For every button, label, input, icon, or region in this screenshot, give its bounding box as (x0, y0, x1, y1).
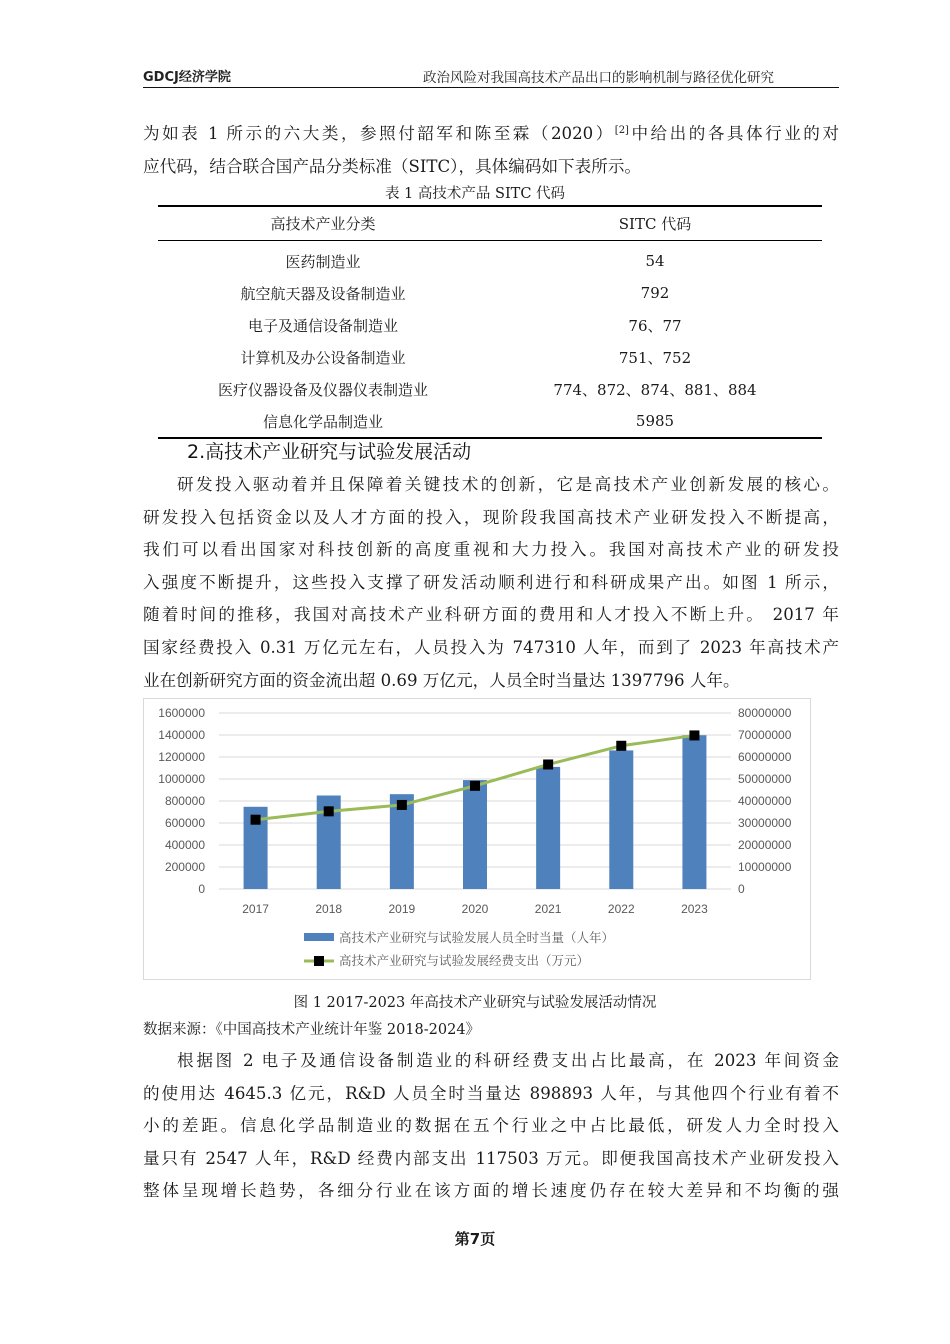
y-right-tick-label: 10000000 (738, 860, 792, 874)
table-cell-category: 航空航天器及设备制造业 (240, 284, 406, 303)
table-row (158, 277, 822, 309)
bar (536, 767, 560, 889)
y-right-tick-label: 70000000 (738, 728, 792, 742)
x-tick-label: 2023 (681, 902, 708, 916)
para1-line: 业在创新研究方面的资金流出超 0.69 万亿元，人员全时当量达 1397796 人年。 (143, 670, 740, 690)
line-marker (543, 759, 553, 769)
table-cell-code: 76、77 (628, 316, 682, 335)
figure-caption: 图 1 2017-2023 年高技术产业研究与试验发展活动情况 (293, 995, 657, 1011)
legend-marker (314, 956, 324, 966)
y-left-tick-label: 0 (198, 882, 205, 896)
table-cell-category: 医疗仪器设备及仪器仪表制造业 (217, 380, 428, 399)
body-paragraph-2 (143, 1045, 839, 1208)
x-tick-label: 2017 (242, 902, 269, 916)
table-caption: 表 1 高技术产品 SITC 代码 (384, 186, 566, 202)
y-left-tick-label: 600000 (164, 816, 205, 830)
table-cell-category: 信息化学品制造业 (158, 405, 488, 438)
table-header-sitc: SITC 代码 (488, 206, 822, 241)
line-marker (616, 741, 626, 751)
line-marker (251, 815, 261, 825)
para2-line: 量只有 2547 人年，R&D 经费内部支出 117503 万元。即便我国高技术产业研发投入 (143, 1148, 839, 1168)
line-marker (324, 806, 334, 816)
y-left-tick-label: 400000 (164, 838, 205, 852)
table-cell-category: 计算机及办公设备制造业 (240, 348, 406, 367)
y-right-tick-label: 80000000 (738, 706, 792, 720)
x-tick-label: 2018 (315, 902, 343, 916)
intro-line-2: 应代码，结合联合国产品分类标准（SITC），具体编码如下表所示。 (143, 156, 642, 176)
table-cell-code: 5985 (488, 405, 822, 438)
para1-line: 研发投入包括资金以及人才方面的投入，现阶段我国高技术产业研发投入不断提高， (143, 507, 839, 527)
data-source: 数据来源：《中国高技术产业统计年鉴 2018-2024》 (143, 1022, 481, 1038)
table-row (158, 341, 822, 373)
y-right-tick-label: 60000000 (738, 750, 792, 764)
table-cell-code: 792 (640, 284, 670, 302)
table-cell-category: 电子及通信设备制造业 (247, 316, 398, 335)
header-left-title: GDCJ经济学院 (143, 70, 231, 85)
para1-line: 随着时间的推移，我国对高技术产业科研方面的费用和人才投入不断上升。 2017 年 (143, 605, 839, 625)
table-cell-code: 774、872、874、881、884 (553, 380, 757, 399)
y-right-tick-label: 20000000 (738, 838, 792, 852)
legend-swatch-bar (304, 933, 334, 941)
para2-line: 根据图 2 电子及通信设备制造业的科研经费支出占比最高，在 2023 年间资金 (177, 1051, 839, 1070)
legend-label-bar: 高技术产业研究与试验发展人员全时当量（人年） (339, 930, 615, 945)
bar (682, 735, 706, 889)
rd-activity-chart (143, 698, 811, 980)
table-row (158, 309, 822, 341)
intro-line-1 (143, 118, 839, 151)
legend-label-line: 高技术产业研究与试验发展经费支出（万元） (339, 953, 590, 968)
table-row (158, 373, 822, 405)
header-divider (143, 87, 839, 88)
line-marker (397, 800, 407, 810)
citation-ref: [2] (614, 125, 629, 136)
para1-line: 入强度不断提升，这些投入支撑了研发活动顺利进行和科研成果产出。如图 1 所示， (143, 572, 839, 592)
table-header-category: 高技术产业分类 (158, 206, 488, 241)
para2-line: 的使用达 4645.3 亿元，R&D 人员全时当量达 898893 人年，与其他四个行业有着不 (143, 1083, 839, 1103)
table-header-row (158, 206, 822, 241)
x-tick-label: 2020 (461, 902, 489, 916)
bar (463, 780, 487, 889)
body-paragraph-1 (143, 469, 839, 697)
header-right-title: 政治风险对我国高技术产品出口的影响机制与路径优化研究 (423, 70, 774, 86)
y-right-tick-label: 40000000 (738, 794, 792, 808)
table-row (158, 405, 822, 438)
x-tick-label: 2021 (534, 902, 562, 916)
intro-line-1-a: 为如表 1 所示的六大类，参照付韶军和陈至霖（2020） (143, 124, 615, 143)
y-left-tick-label: 1400000 (158, 728, 205, 742)
table-cell-code: 54 (645, 252, 665, 270)
y-right-tick-label: 30000000 (738, 816, 792, 830)
x-tick-label: 2022 (607, 902, 635, 916)
para1-line: 我们可以看出国家对科技创新的高度重视和大力投入。我国对高技术产业的研发投 (143, 540, 839, 560)
y-left-tick-label: 1200000 (158, 750, 205, 764)
para2-line: 整体呈现增长趋势，各细分行业在该方面的增长速度仍存在较大差异和不均衡的强 (143, 1181, 839, 1201)
para2-line: 小的差距。信息化学品制造业的数据在五个行业之中占比最低，研发人力全时投入 (143, 1116, 839, 1136)
intro-paragraph (143, 118, 839, 183)
line-marker (470, 781, 480, 791)
x-tick-label: 2019 (388, 902, 416, 916)
y-right-tick-label: 0 (738, 882, 745, 896)
line-marker (689, 730, 699, 740)
bar (609, 750, 633, 889)
y-right-tick-label: 50000000 (738, 772, 792, 786)
table-row (158, 241, 822, 278)
para1-line: 研发投入驱动着并且保障着关键技术的创新，它是高技术产业创新发展的核心。 (177, 475, 839, 494)
para1-line: 国家经费投入 0.31 万亿元左右，人员投入为 747310 人年，而到了 2023 年高技术产 (143, 637, 839, 657)
y-left-tick-label: 200000 (164, 860, 205, 874)
section-title: 2.高技术产业研究与试验发展活动 (187, 441, 472, 463)
table-cell-category: 医药制造业 (285, 252, 361, 271)
intro-line-1-b: 中给出的各具体行业的对 (628, 124, 839, 143)
table-cell-code: 751、752 (618, 348, 692, 367)
y-left-tick-label: 1000000 (158, 772, 205, 786)
sitc-code-table (158, 205, 822, 439)
page-number: 第7页 (454, 1230, 496, 1248)
chart-canvas (144, 699, 812, 981)
y-left-tick-label: 800000 (164, 794, 205, 808)
y-left-tick-label: 1600000 (158, 706, 205, 720)
